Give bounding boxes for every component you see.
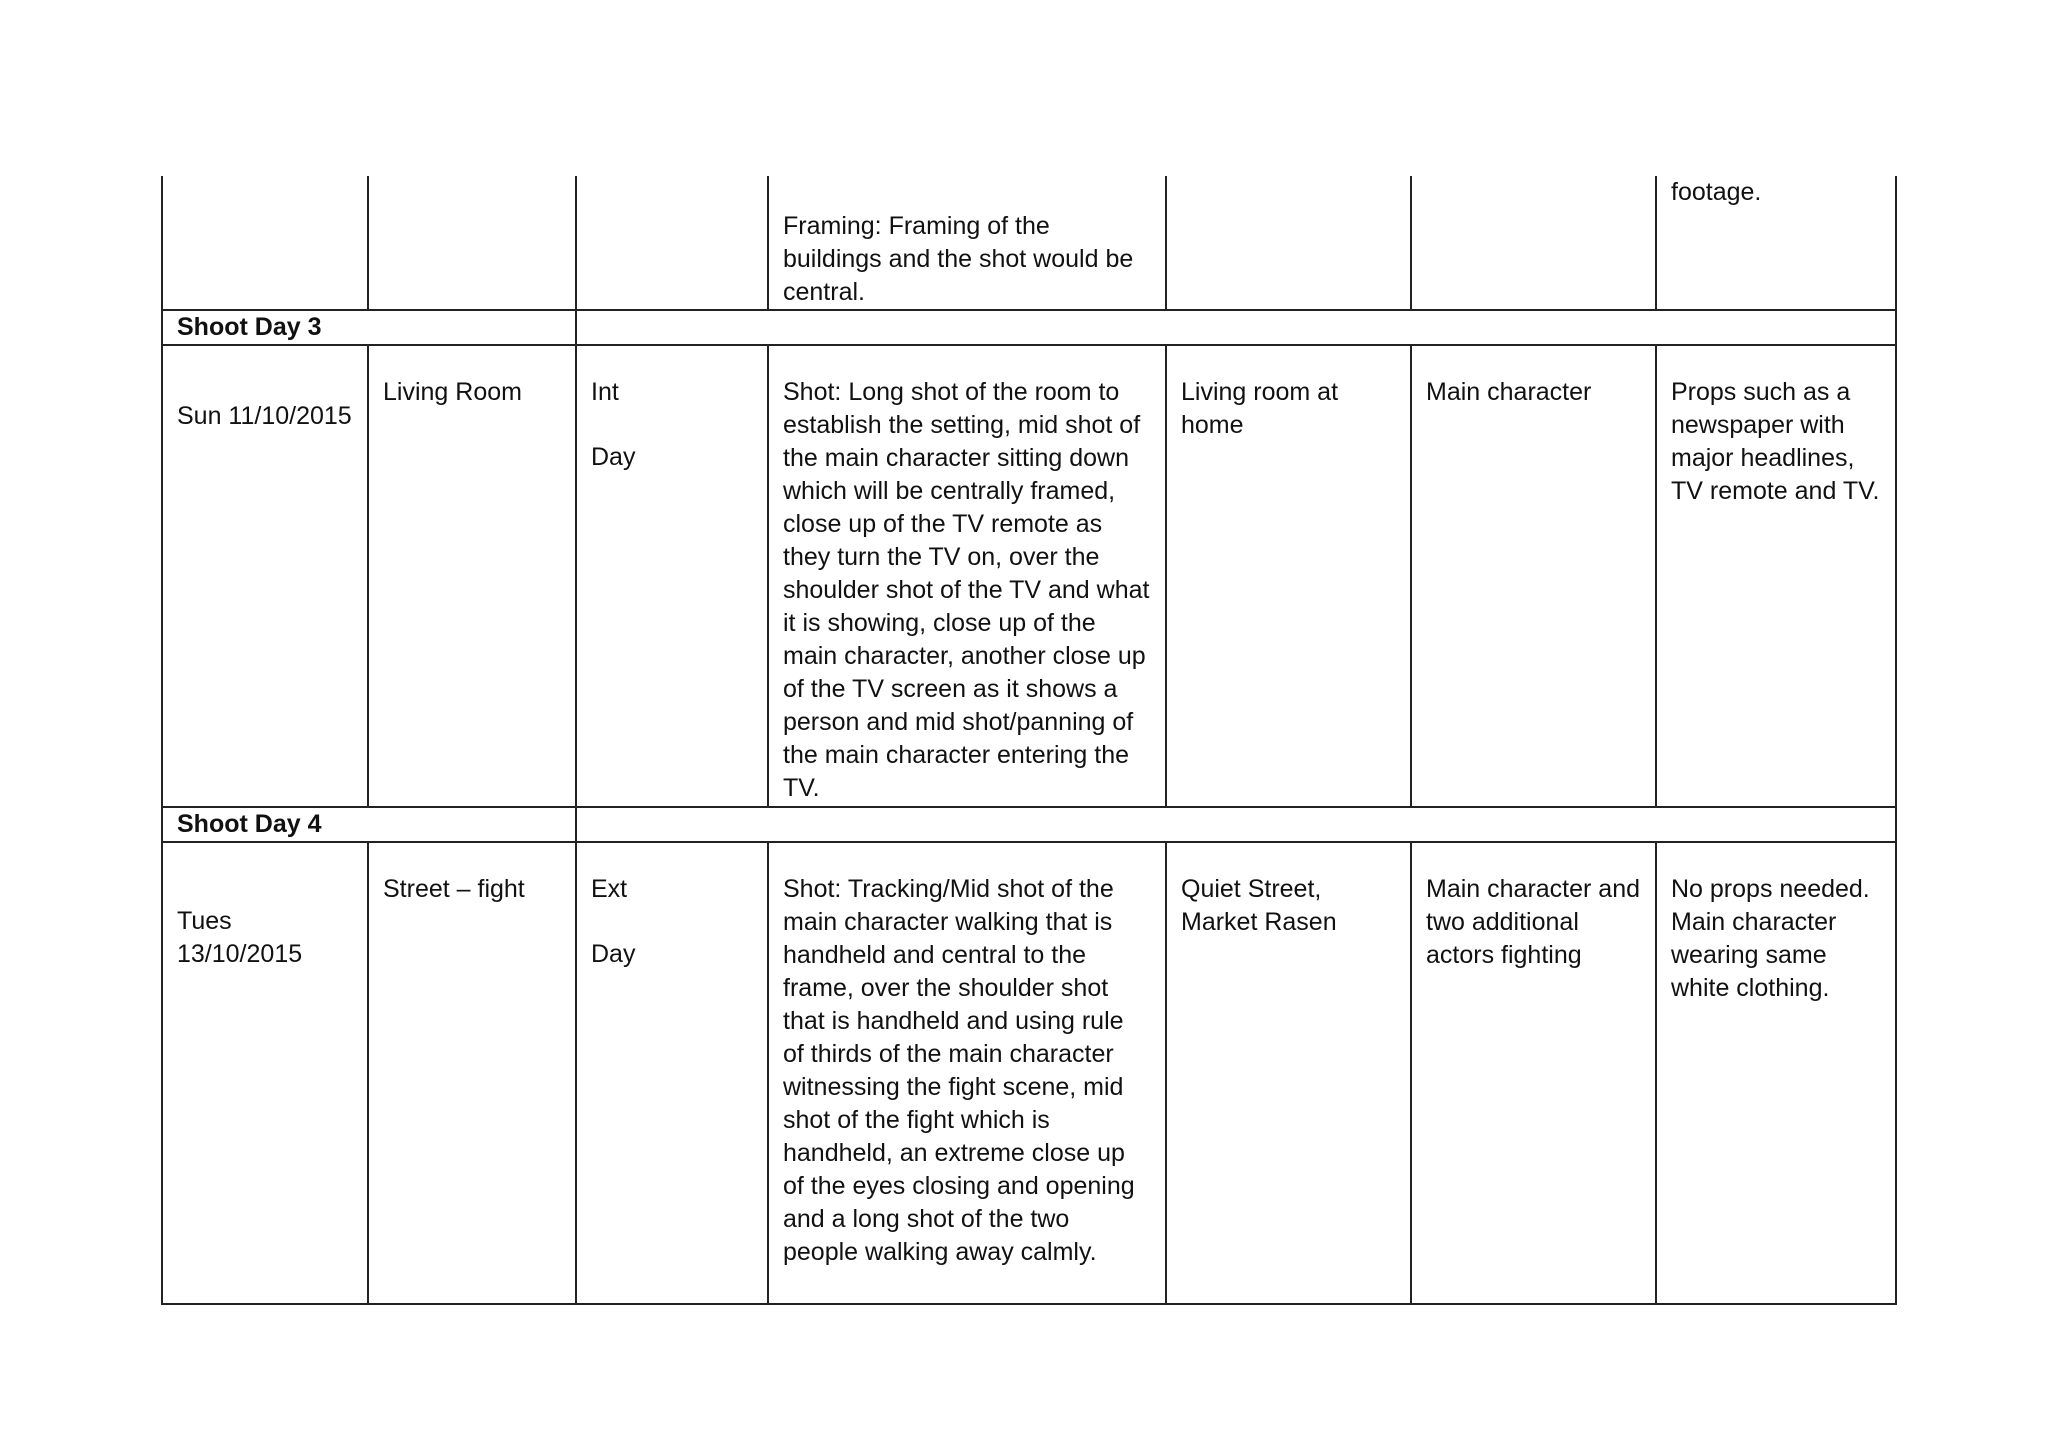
shooting-schedule-table (161, 176, 1897, 1305)
date-text: Sun 11/10/2015 (177, 402, 352, 430)
props-text: Props such as a newspaper with major headlines, TV remote and TV. (1671, 378, 1880, 505)
framing-text: Framing: Framing of the buildings and the shot would be central. (783, 212, 1134, 306)
scene-text: Street – fight (383, 875, 525, 903)
props-text: No props needed. Main character wearing same white clothing. (1671, 875, 1870, 1002)
day-label: Shoot Day 4 (162, 807, 576, 842)
shots-text: Shot: Long shot of the room to establish the setting, mid shot of the main character sitting down which will be centrally framed, close up of the TV remote as they turn the TV on, over the shoulder shot of the TV and what it is showing, close up of the main character, another close up of the TV screen as it shows a person and mid shot/panning of the main character entering the TV. (783, 378, 1150, 802)
date-text: Tues 13/10/2015 (177, 907, 303, 968)
shots-cell (768, 176, 1166, 310)
location-text: Living room at home (1181, 378, 1339, 439)
day-header-row (162, 310, 1896, 345)
scene-cell (368, 842, 576, 1304)
int-ext-cell (576, 842, 768, 1304)
location-cell (1166, 345, 1411, 807)
scene-cell (368, 345, 576, 807)
cast-cell (1411, 842, 1656, 1304)
int-ext-cell (576, 345, 768, 807)
table-row (162, 345, 1896, 807)
time-text: Day (591, 940, 636, 968)
time-text: Day (591, 443, 636, 471)
props-cell (1656, 345, 1896, 807)
cast-cell (1411, 176, 1656, 310)
table-row (162, 176, 1896, 310)
int-ext-text: Int (591, 378, 619, 406)
scene-text: Living Room (383, 378, 522, 406)
cast-cell (1411, 345, 1656, 807)
cast-text: Main character (1426, 378, 1592, 406)
shots-cell (768, 345, 1166, 807)
location-text: Quiet Street, Market Rasen (1181, 875, 1337, 936)
notes-cell (1656, 176, 1896, 310)
day-header-filler (576, 310, 1896, 345)
cast-text: Main character and two additional actors fighting (1426, 875, 1641, 969)
shots-cell (768, 842, 1166, 1304)
location-cell (1166, 842, 1411, 1304)
notes-text: footage. (1671, 178, 1762, 206)
shots-text: Shot: Tracking/Mid shot of the main character walking that is handheld and central to the frame, over the shoulder shot that is handheld and using rule of thirds of the main character witnessing the fight scene, mid shot of the fight which is handheld, an extreme close up of the eyes closing and opening and a long shot of the two people walking away calmly. (783, 875, 1135, 1266)
date-cell (162, 345, 368, 807)
date-cell (162, 176, 368, 310)
day-label: Shoot Day 3 (162, 310, 576, 345)
int-ext-text: Ext (591, 875, 628, 903)
location-cell (1166, 176, 1411, 310)
day-header-row (162, 807, 1896, 842)
scene-cell (368, 176, 576, 310)
int-ext-cell (576, 176, 768, 310)
table-row (162, 842, 1896, 1304)
date-cell (162, 842, 368, 1304)
day-header-filler (576, 807, 1896, 842)
props-cell (1656, 842, 1896, 1304)
